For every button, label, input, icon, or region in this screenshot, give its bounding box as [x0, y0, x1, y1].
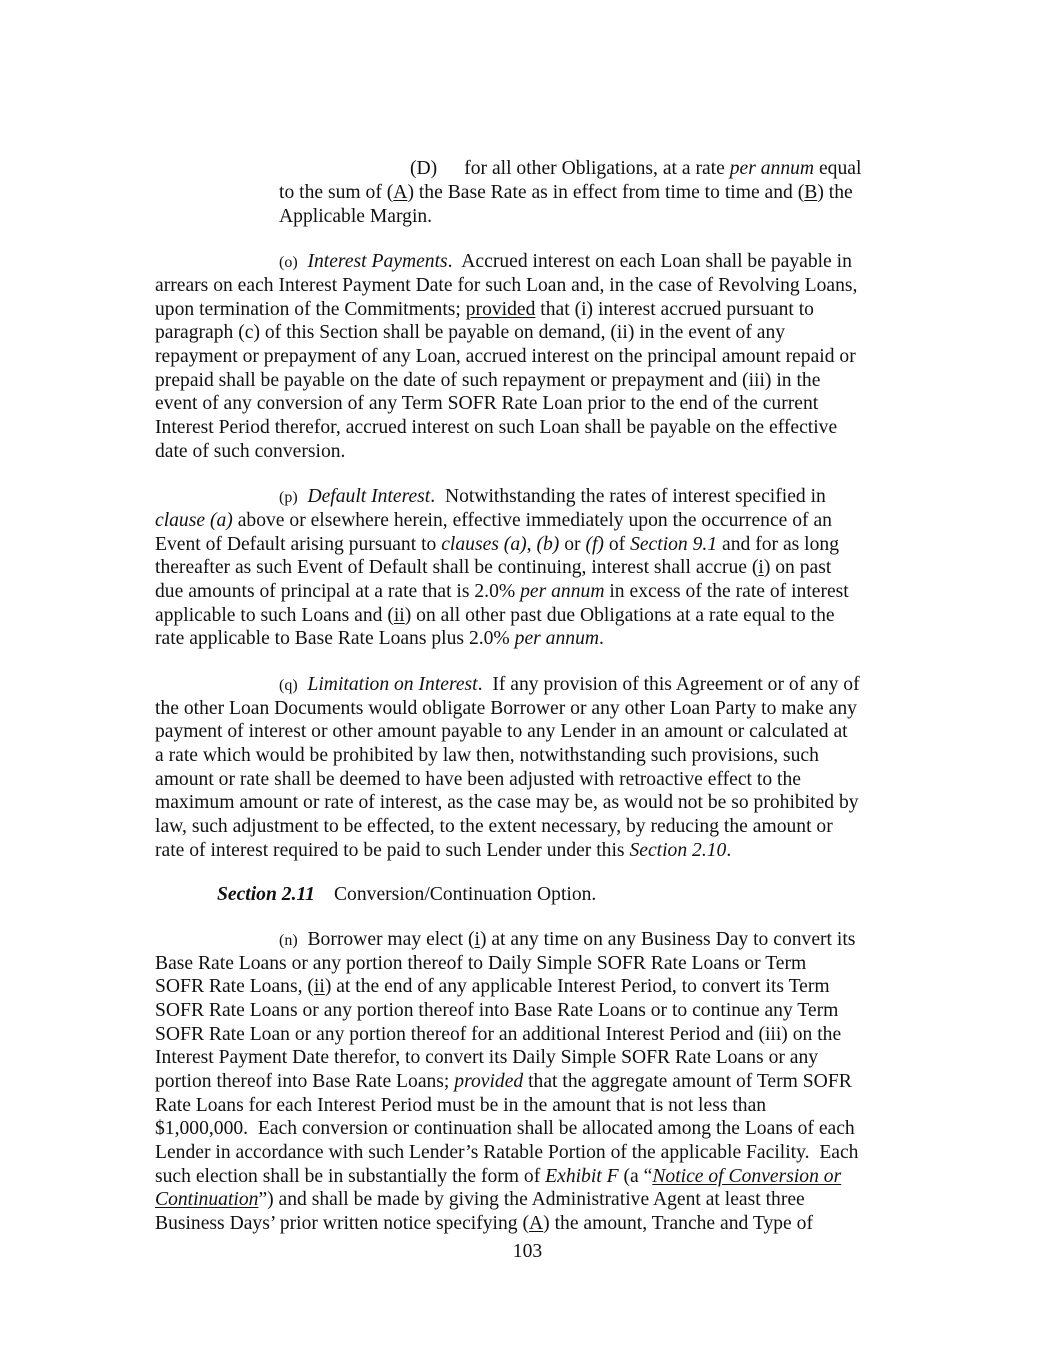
para-p-line-6: applicable to such Loans and (ii) on all other past due Obligations at a rate equal to the — [155, 605, 835, 626]
para-o-line-1: (o) Interest Payments. Accrued interest on each Loan shall be payable in — [279, 251, 852, 272]
para-o-line-9: date of such conversion. — [155, 441, 346, 462]
para-n-line-7: portion thereof into Base Rate Loans; provided that the aggregate amount of Term SOFR — [155, 1071, 852, 1092]
para-q-line-3: payment of interest or other amount payable to any Lender in an amount or calculated at — [155, 721, 848, 742]
para-n-line-4: SOFR Rate Loans or any portion thereof into Base Rate Loans or to continue any Term — [155, 1000, 839, 1021]
para-o-heading: Interest Payments — [307, 251, 448, 272]
para-q-line-8: rate of interest required to be paid to such Lender under this Section 2.10. — [155, 840, 732, 861]
para-p-line-1: (p) Default Interest. Notwithstanding the rates of interest specified in — [279, 486, 826, 507]
para-n-line-1: (n) Borrower may elect (i) at any time on any Business Day to convert its — [279, 929, 856, 950]
para-q-line-7: law, such adjustment to be effected, to the extent necessary, by reducing the amount or — [155, 816, 833, 837]
para-n-line-2: Base Rate Loans or any portion thereof to Daily Simple SOFR Rate Loans or Term — [155, 953, 807, 974]
section-number: Section 2.11 — [217, 884, 315, 905]
para-n-line-8: Rate Loans for each Interest Period must be in the amount that is not less than — [155, 1095, 767, 1116]
para-n-line-10: Lender in accordance with such Lender’s Ratable Portion of the applicable Facility. Each — [155, 1142, 859, 1163]
para-o-label: (o) — [279, 254, 298, 271]
para-p-line-2: clause (a) above or elsewhere herein, effective immediately upon the occurrence of an — [155, 510, 832, 531]
para-p-label: (p) — [279, 489, 298, 506]
para-q-label: (q) — [279, 677, 298, 694]
para-n-line-3: SOFR Rate Loans, (ii) at the end of any applicable Interest Period, to convert its Term — [155, 976, 830, 997]
para-o-line-2: arrears on each Interest Payment Date for such Loan and, in the case of Revolving Loans, — [155, 275, 858, 296]
para-o-line-6: prepaid shall be payable on the date of such repayment or prepayment and (iii) in the — [155, 370, 821, 391]
para-q-line-2: the other Loan Documents would obligate Borrower or any other Loan Party to make any — [155, 698, 857, 719]
para-d-line-2: to the sum of (A) the Base Rate as in effect from time to time and (B) the — [279, 182, 853, 203]
section-heading — [217, 883, 596, 907]
para-p-line-3: Event of Default arising pursuant to clauses (a), (b) or (f) of Section 9.1 and for as long — [155, 534, 840, 555]
para-n-label: (n) — [279, 932, 298, 949]
para-n-line-6: Interest Payment Date therefor, to convert its Daily Simple SOFR Rate Loans or any — [155, 1047, 819, 1068]
section-title: Conversion/Continuation Option. — [333, 884, 597, 905]
para-o-line-8: Interest Period therefor, accrued interest on such Loan shall be payable on the effective — [155, 417, 838, 438]
para-p-line-7: rate applicable to Base Rate Loans plus 2.0% per annum. — [155, 628, 604, 649]
para-q-line-5: amount or rate shall be deemed to have been adjusted with retroactive effect to the — [155, 769, 801, 790]
para-n-line-12: Continuation”) and shall be made by giving the Administrative Agent at least three — [155, 1189, 805, 1210]
para-q-line-1: (q) Limitation on Interest. If any provision of this Agreement or of any of — [279, 674, 860, 695]
page-number: 103 — [512, 1241, 543, 1262]
para-n-line-5: SOFR Rate Loan or any portion thereof for an additional Interest Period and (iii) on the — [155, 1024, 842, 1045]
para-o-line-3: upon termination of the Commitments; provided that (i) interest accrued pursuant to — [155, 299, 814, 320]
para-d-line-1: (D) for all other Obligations, at a rate per annum equal — [410, 158, 862, 179]
para-n-line-11: such election shall be in substantially the form of Exhibit F (a “Notice of Conversion or — [155, 1166, 842, 1187]
para-q-line-4: a rate which would be prohibited by law then, notwithstanding such provisions, such — [155, 745, 819, 766]
para-p-line-5: due amounts of principal at a rate that is 2.0% per annum in excess of the rate of interest — [155, 581, 849, 602]
para-q-line-6: maximum amount or rate of interest, as the case may be, as would not be so prohibited by — [155, 792, 859, 813]
para-d-label: (D) — [410, 158, 438, 179]
para-q-heading: Limitation on Interest — [307, 674, 478, 695]
para-o-line-4: paragraph (c) of this Section shall be payable on demand, (ii) in the event of any — [155, 322, 786, 343]
para-o-line-5: repayment or prepayment of any Loan, accrued interest on the principal amount repaid or — [155, 346, 856, 367]
para-n-line-13: Business Days’ prior written notice specifying (A) the amount, Tranche and Type of — [155, 1213, 813, 1234]
para-p-line-4: thereafter as such Event of Default shall be continuing, interest shall accrue (i) on past — [155, 557, 832, 578]
para-o-line-7: event of any conversion of any Term SOFR Rate Loan prior to the end of the current — [155, 393, 819, 414]
para-n-line-9: $1,000,000. Each conversion or continuation shall be allocated among the Loans of each — [155, 1118, 855, 1139]
para-p-heading: Default Interest — [307, 486, 431, 507]
para-d-line-3: Applicable Margin. — [279, 206, 433, 227]
